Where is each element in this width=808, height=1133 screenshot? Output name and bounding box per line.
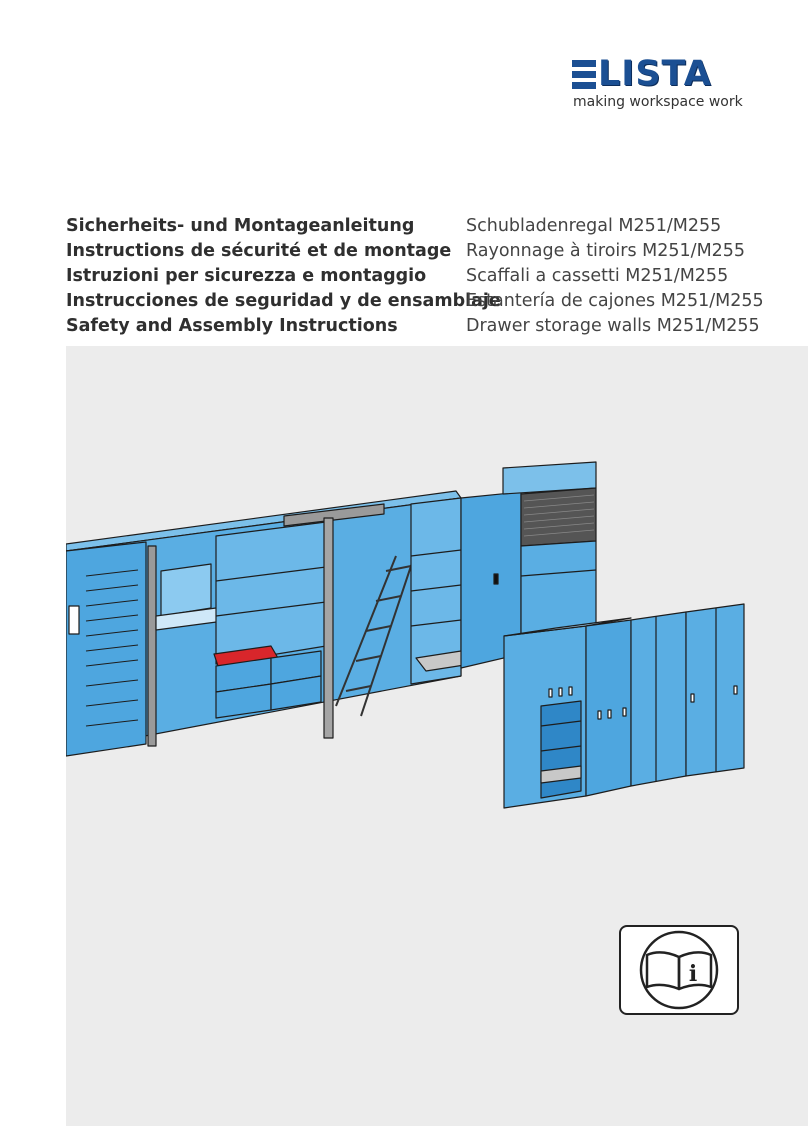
title-block	[66, 214, 766, 339]
product-it: Scaffali a cassetti M251/M255	[466, 266, 729, 286]
info-glyph: i	[688, 961, 698, 987]
product-en: Drawer storage walls M251/M255	[466, 316, 760, 336]
title-it: Istruzioni per sicurezza e montaggio	[66, 266, 427, 286]
title-de: Sicherheits- und Montageanleitung	[66, 216, 415, 236]
logo-bars-icon	[572, 60, 596, 90]
title-row-it	[66, 264, 766, 289]
logo-tagline: making workspace work	[573, 94, 743, 110]
title-row-fr	[66, 239, 766, 264]
title-row-en	[66, 314, 766, 339]
product-fr: Rayonnage à tiroirs M251/M255	[466, 241, 746, 261]
product-es: Estantería de cajones M251/M255	[466, 291, 764, 311]
product-de: Schubladenregal M251/M255	[466, 216, 722, 236]
logo-wordmark: LISTA	[598, 54, 712, 94]
title-en: Safety and Assembly Instructions	[66, 316, 398, 336]
title-fr: Instructions de sécurité et de montage	[66, 241, 452, 261]
lista-logo	[572, 56, 742, 112]
read-manual-info-icon	[621, 927, 737, 1013]
read-manual-info-box	[619, 925, 739, 1015]
title-row-de	[66, 214, 766, 239]
title-es: Instrucciones de seguridad y de ensamblaje	[66, 291, 501, 311]
title-row-es	[66, 289, 766, 314]
